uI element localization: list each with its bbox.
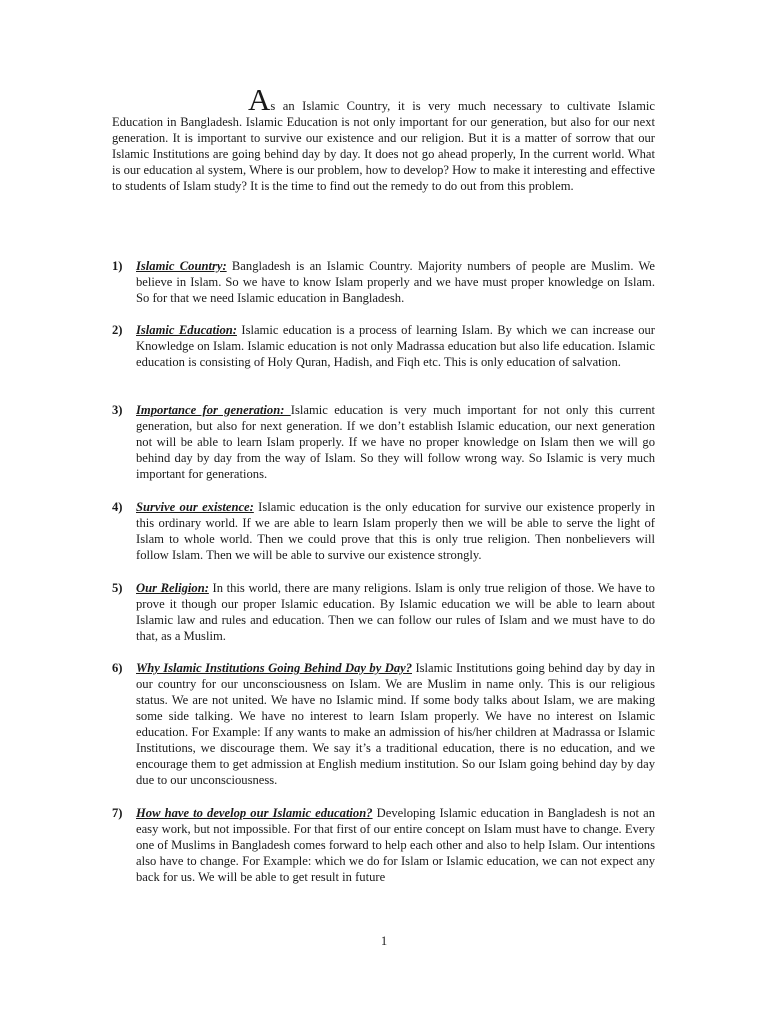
item-text: Islamic education is the only education for survive our existence properly in this ordinary world. If we are able to learn Islam properly then we will be able to serve the light of Islam to whole world. Then we could prove that this is only true religion. Then nonbelievers will follow Islam. Then we will be able to survive our existence strongly.: [136, 500, 655, 562]
item-heading: Our Religion:: [136, 581, 209, 595]
list-item-4: [112, 499, 655, 563]
list-item-2: [112, 322, 655, 370]
list-item-1: [112, 258, 655, 306]
item-heading: Importance for generation:: [136, 403, 291, 417]
list-item-5: [112, 580, 655, 644]
intro-text: s an Islamic Country, it is very much necessary to cultivate Islamic Education in Bangladesh. Islamic Education is not only important for our generation, but also for our next generation. It is important to survive our existence and our religion. But it is a matter of sorrow that our Islamic Institutions are going behind day by day. It does not go ahead properly, In the current world. What is our education al system, Where is our problem, how to develop? How to make it interesting and effective to students of Islam study? It is the time to find out the remedy to do out from this problem.: [112, 99, 655, 193]
item-number: 5): [112, 581, 123, 595]
item-heading: Why Islamic Institutions Going Behind Day by Day?: [136, 661, 412, 675]
list-item-7: [112, 805, 655, 885]
intro-lead: [112, 82, 655, 194]
item-number: 1): [112, 259, 123, 273]
item-text: Islamic Institutions going behind day by day in our country for our unconsciousness on Islam. We are Muslim in name only. This is our religious status. We are not united. We have no Islamic mind. If some body talks about Islam, we are making some side talking. We have no interest to learn Islam properly. We have no interest on Islamic education. For Example: If any wants to make an admission of his/her children at Madrassa or Islamic Institutions, we discourage them. We say it’s a traditional education, there is no education, and we encourage them to get admission at English medium institution. So our Islam going behind day by day due to our unconsciousness.: [136, 661, 655, 787]
item-text: Islamic education is a process of learning Islam. By which we can increase our Knowledge on Islam. Islamic education is not only Madrassa education but also life education. Islamic education is consisting of Holy Quran, Hadish, and Fiqh etc. This is only education of salvation.: [136, 323, 655, 369]
list-item-3: [112, 402, 655, 482]
item-heading: Islamic Education:: [136, 323, 237, 337]
item-text: Islamic education is very much important for not only this current generation, but also for next generation. If we don’t establish Islamic education, our next generation not will be able to learn Islam properly. If we have no proper knowledge on Islam then we will go behind day by day from the way of Islam. So they will follow wrong way. So Islamic is very much important for generations.: [136, 403, 655, 481]
item-text: In this world, there are many religions. Islam is only true religion of those. We have to prove it though our proper Islamic education. By Islamic education we will be able to learn about Islamic law and rules and education. Then we can follow our rules of Islam and we must have to do that, as a Muslim.: [136, 581, 655, 643]
item-number: 7): [112, 806, 123, 820]
item-text: Bangladesh is an Islamic Country. Majority numbers of people are Muslim. We believe in Islam. So we have to know Islam properly and we have must proper knowledge on Islam. So for that we need Islamic education in Bangladesh.: [136, 259, 655, 305]
item-number: 2): [112, 323, 123, 337]
item-number: 4): [112, 500, 123, 514]
page-number: 1: [380, 934, 388, 948]
item-text: Developing Islamic education in Bangladesh is not an easy work, but not impossible. For that first of our entire concept on Islam must have to change. Every one of Muslims in Bangladesh comes forward to help each other and also to help Islam. Our intentions also have to change. For Example: which we do for Islam or Islamic education, we can not expect any back for us. We will be able to get result in future: [136, 806, 655, 884]
item-heading: How have to develop our Islamic education?: [136, 806, 373, 820]
intro-paragraph: [112, 82, 655, 194]
list-item-6: [112, 660, 655, 788]
item-number: 3): [112, 403, 123, 417]
item-number: 6): [112, 661, 123, 675]
item-heading: Survive our existence:: [136, 500, 254, 514]
drop-cap: A: [248, 82, 271, 117]
item-heading: Islamic Country:: [136, 259, 227, 273]
